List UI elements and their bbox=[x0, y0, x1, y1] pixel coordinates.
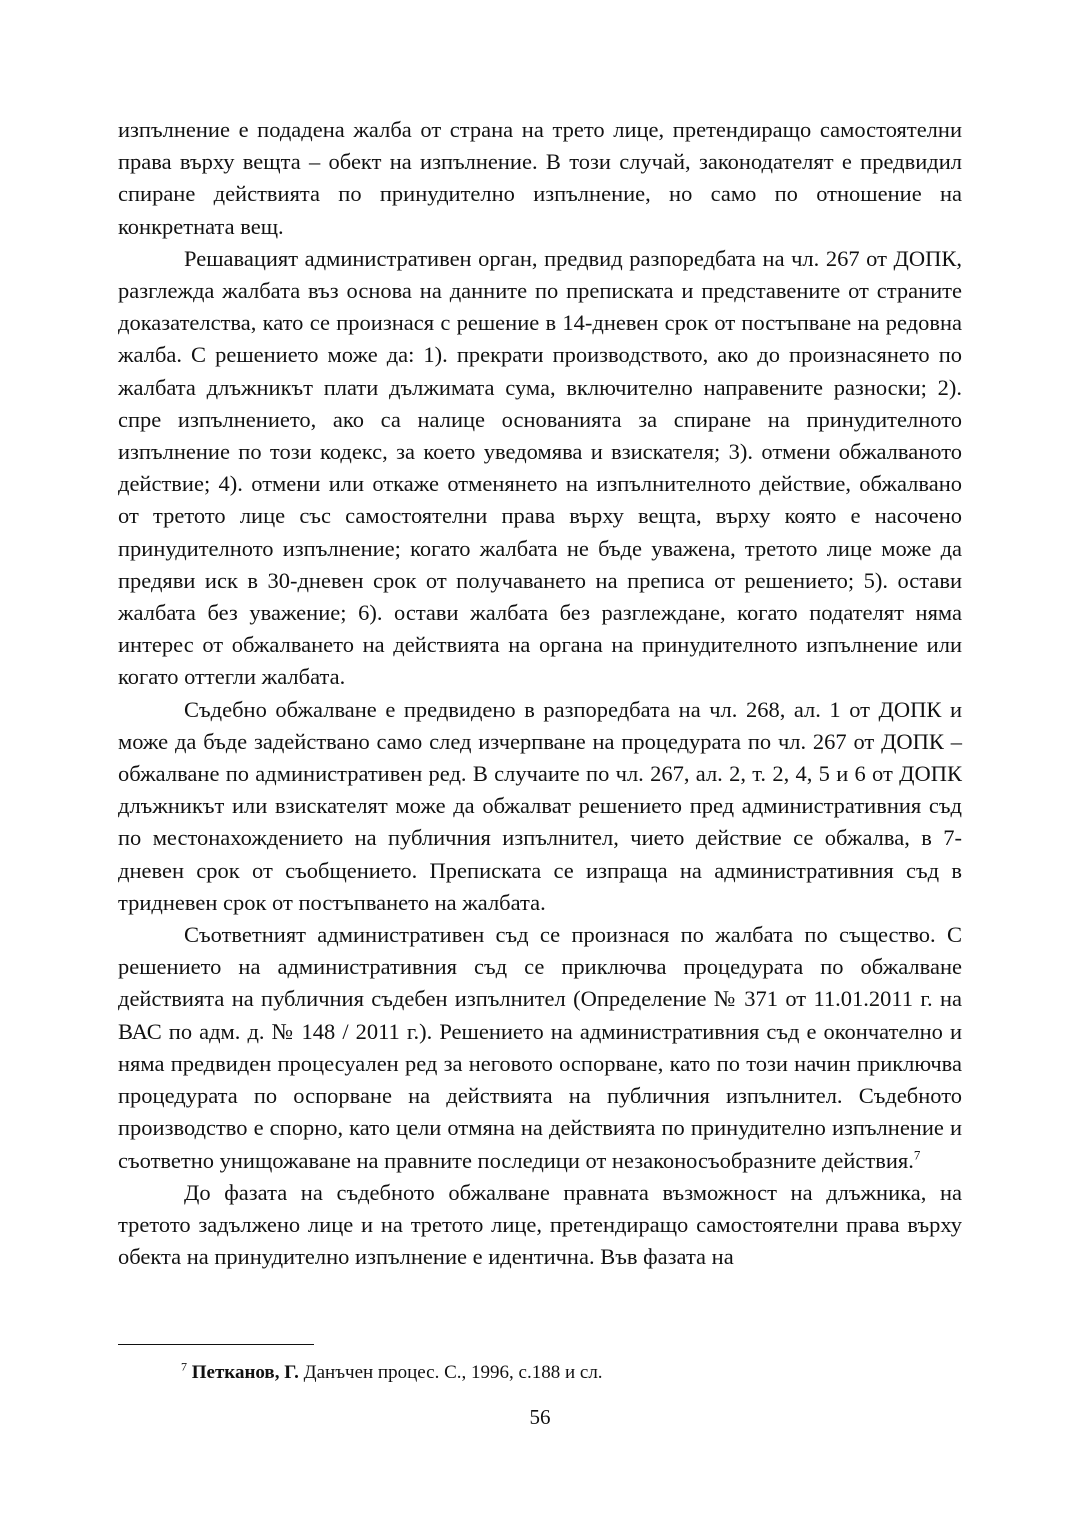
paragraph-3: Съдебно обжалване е предвидено в разпоредбата на чл. 268, ал. 1 от ДОПК и може да бъде задействано само след изчерпване на процедурата по чл. 267 от ДОПК – обжалване по административен ред. В случаите по чл. 267, ал. 2, т. 2, 4, 5 и 6 от ДОПК длъжникът или взискателят може да обжалват решението пред административния съд по местонахождението на публичния изпълнител, чието действие се обжалва, в 7-дневен срок от съобщението. Преписката се изпраща на административния съд в тридневен срок от постъпването на жалбата. bbox=[118, 696, 962, 915]
paragraph-4-text: Съответният административен съд се произнася по жалбата по същество. С решението на административния съд се приключва процедурата по обжалване действията на публичния съдебен изпълнител (Определение № 371 от 11.01.2011 г. на ВАС по адм. д. № 148 / 2011 г.). Решението на административния съд е окончателно и няма предвиден процесуален ред за неговото оспорване, като по този начин приключва процедурата по оспорване на действията на публичния изпълнител. Съдебното производство е спорно, като цели отмяна на действията по принудително изпълнение и съответно унищожаване на правните последици от незаконосъобразните действия. bbox=[118, 922, 962, 1173]
paragraph-5: До фазата на съдебното обжалване правната възможност на длъжника, на третото задължено лице и на третото лице, претендиращо самостоятелни права върху обекта на принудително изпълнение е идентична. Във фазата на bbox=[118, 1179, 962, 1270]
footnote bbox=[181, 1360, 603, 1386]
page-number: 56 bbox=[529, 1405, 551, 1429]
paragraph-1: изпълнение е подадена жалба от страна на трето лице, претендиращо самостоятелни права върху вещта – обект на изпълнение. В този случай, законодателят е предвидил спиране действията по принудително изпълнение, но само по отношение на конкретната вещ. bbox=[118, 117, 962, 239]
paragraph-4 bbox=[118, 919, 962, 1177]
footnote-text: Данъчен процес. С., 1996, с.188 и сл. bbox=[298, 1362, 603, 1383]
page-body bbox=[118, 114, 962, 1273]
footnote-author: Петканов, Г. bbox=[191, 1362, 299, 1383]
paragraph-2: Решавацият административен орган, предвид разпоредбата на чл. 267 от ДОПК, разглежда жалбата въз основа на данните по преписката и представените от страните доказателства, като се произнася с решение в 14-дневен срок от постъпване на редовна жалба. С решението може да: 1). прекрати производството, ако до произнасянето по жалбата длъжникът плати дължимата сума, включително направените разноски; 2). спре изпълнението, ако са налице основанията за спиране на принудителното изпълнение по този кодекс, за което уведомява и взискателя; 3). отмени обжалваното действие; 4). отмени или откаже отменянето на изпълнителното действие, обжалвано от третото лице със самостоятелни права върху вещта, върху която е насочено принудителното изпълнение; когато жалбата не бъде уважена, третото лице може да предяви иск в 30-дневен срок от получаването на преписа от решението; 5). остави жалбата без уважение; 6). остави жалбата без разглеждане, когато подателят няма интерес от обжалването на действията на органа на принудителното изпълнение или когато оттегли жалбата. bbox=[118, 245, 962, 690]
footnote-reference[interactable]: 7 bbox=[913, 1147, 921, 1162]
footnote-separator bbox=[118, 1344, 314, 1345]
footnote-number: 7 bbox=[181, 1359, 187, 1374]
